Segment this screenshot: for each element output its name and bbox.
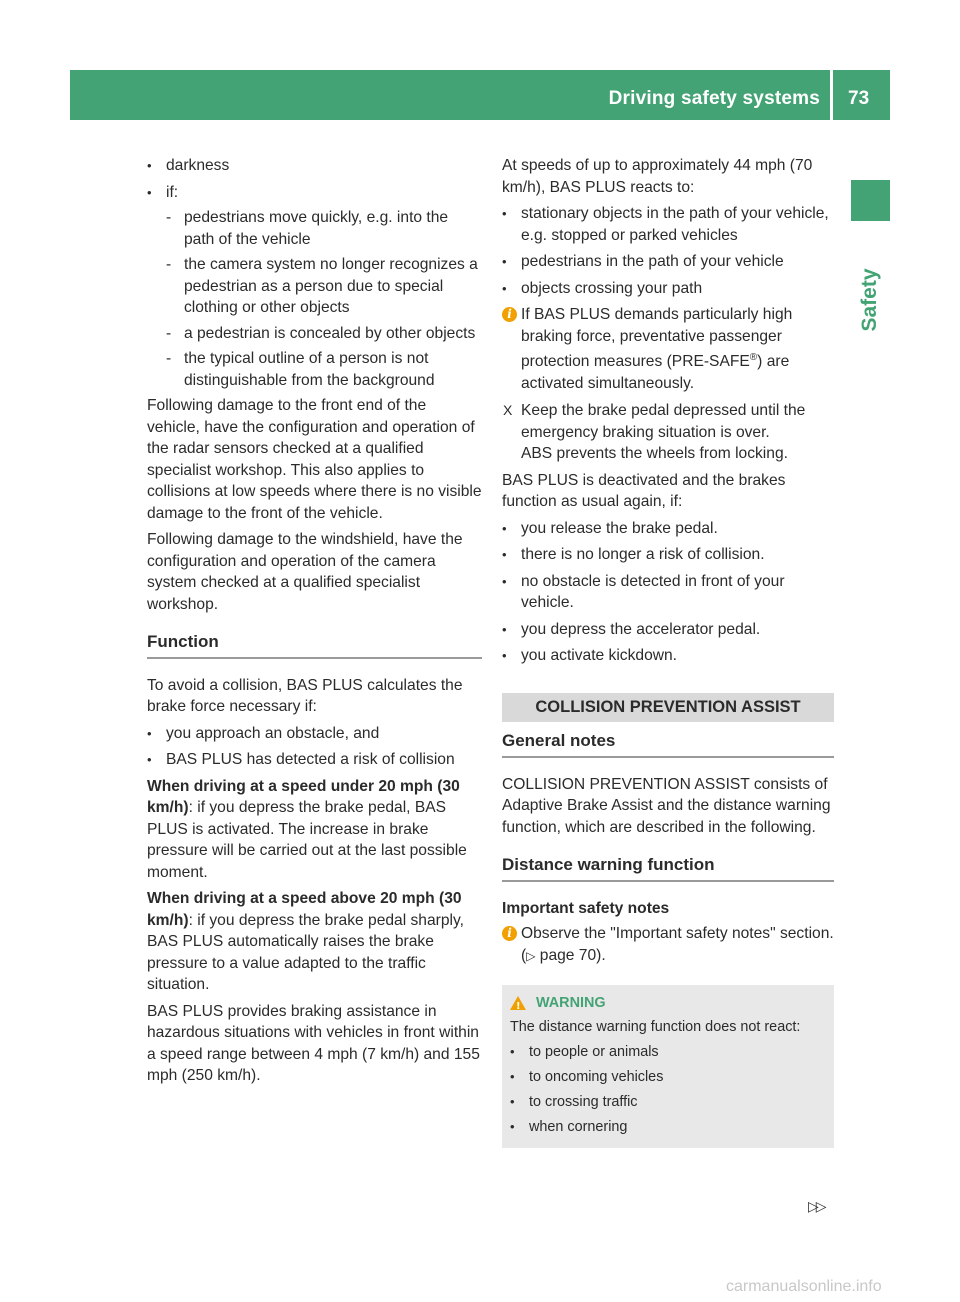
side-tab-marker — [851, 180, 890, 221]
registered-mark: ® — [749, 352, 758, 363]
text: : if you depress the brake pedal, BAS PLUS is activated. The increase in brake pressure will be carried out at the last possible moment. — [147, 799, 467, 881]
section-heading-distance: Distance warning function — [502, 854, 834, 882]
text: : if you depress the brake pedal sharply, BAS PLUS automatically raises the brake pressure to a value adapted to the traffic situation. — [147, 911, 464, 993]
bold-lead: When driving at a speed above 20 mph (30 km/h) — [147, 890, 462, 929]
action-text: Keep the brake pedal depressed until the emergency braking situation is over. — [521, 402, 806, 441]
dash-item: - a pedestrian is concealed by other objects — [147, 323, 482, 345]
warning-list-item: • when cornering — [510, 1117, 826, 1137]
header-title: Driving safety systems — [608, 88, 820, 109]
warning-title — [510, 993, 826, 1013]
info-icon: i — [502, 926, 517, 941]
warning-label: WARNING — [536, 995, 606, 1012]
page-ref-arrow-icon: ▷ — [526, 948, 536, 963]
list-item: • you approach an obstacle, and — [147, 723, 482, 745]
list-item: • you activate kickdown. — [502, 645, 834, 667]
paragraph: BAS PLUS is deactivated and the brakes function as usual again, if: — [502, 471, 786, 511]
list-item: • darkness — [147, 155, 482, 177]
paragraph: At speeds of up to approximately 44 mph (70 km/h), BAS PLUS reacts to: — [502, 157, 813, 196]
warning-text: The distance warning function does not react: — [510, 1019, 801, 1036]
paragraph: Following damage to the front end of the vehicle, have the configuration and operation of the radar sensors checked at a qualified specialist workshop. This also applies to collisions at low speeds where there is no visible damage to the front of the vehicle. — [147, 397, 482, 522]
section-heading-function: Function — [147, 631, 482, 659]
list-item: • if: — [147, 182, 482, 204]
list-item: • BAS PLUS has detected a risk of collision — [147, 749, 482, 771]
warning-triangle-icon — [510, 996, 526, 1010]
warning-box — [502, 985, 834, 1148]
list-item: • no obstacle is detected in front of your vehicle. — [502, 571, 834, 614]
dash-item: - the typical outline of a person is not distinguishable from the background — [147, 348, 482, 391]
side-tab-label: Safety — [858, 268, 881, 332]
paragraph: COLLISION PREVENTION ASSIST consists of Adaptive Brake Assist and the distance warning function, which are described in the following. — [502, 775, 831, 836]
paragraph: Following damage to the windshield, have the configuration and operation of the camera system checked at a qualified specialist workshop. — [147, 531, 463, 613]
warning-list-item: • to crossing traffic — [510, 1092, 826, 1112]
right-column — [502, 155, 834, 1148]
paragraph: BAS PLUS provides braking assistance in hazardous situations with vehicles in front within a speed range between 4 mph (7 km/h) and 155 mph (250 km/h). — [147, 1002, 480, 1084]
left-column — [147, 155, 482, 1092]
info-text: Observe the "Important safety notes" section. ( — [521, 925, 834, 964]
chapter-heading: COLLISION PREVENTION ASSIST — [502, 693, 834, 723]
list-item: • stationary objects in the path of your vehicle, e.g. stopped or parked vehicles — [502, 203, 834, 246]
dash-item: - the camera system no longer recognizes a pedestrian as a person due to special clothing or other objects — [147, 254, 482, 319]
page-reference[interactable]: page 70). — [535, 946, 606, 964]
bold-lead: When driving at a speed under 20 mph (30 km/h) — [147, 777, 460, 816]
section-heading-general: General notes — [502, 730, 834, 758]
list-item: • objects crossing your path — [502, 278, 834, 300]
action-subtext: ABS prevents the wheels from locking. — [521, 445, 788, 463]
list-item: • there is no longer a risk of collision. — [502, 544, 834, 566]
page-number: 73 — [848, 88, 870, 109]
paragraph-above-speed — [147, 888, 482, 996]
dash-item: - pedestrians move quickly, e.g. into the path of the vehicle — [147, 207, 482, 250]
list-item: • pedestrians in the path of your vehicle — [502, 251, 834, 273]
info-text: ) are activated simultaneously. — [521, 353, 790, 392]
warning-list-item: • to people or animals — [510, 1042, 826, 1062]
action-arrow-icon: X — [503, 402, 513, 419]
info-icon: i — [502, 307, 517, 322]
list-item: • you release the brake pedal. — [502, 518, 834, 540]
info-text: If BAS PLUS demands particularly high braking force, preventative passenger protection measures (PRE-SAFE — [521, 306, 793, 371]
info-note — [502, 304, 834, 394]
paragraph-under-speed — [147, 776, 482, 884]
warning-list-item: • to oncoming vehicles — [510, 1067, 826, 1087]
info-note — [502, 923, 834, 967]
action-step — [502, 400, 834, 465]
header-separator — [830, 70, 833, 120]
paragraph: To avoid a collision, BAS PLUS calculates the brake force necessary if: — [147, 676, 463, 715]
watermark: carmanualsonline.info — [726, 1278, 882, 1295]
list-item: • you depress the accelerator pedal. — [502, 619, 834, 641]
continue-arrow-icon: ▷▷ — [808, 1198, 824, 1214]
subheading-safety-notes: Important safety notes — [502, 899, 670, 917]
